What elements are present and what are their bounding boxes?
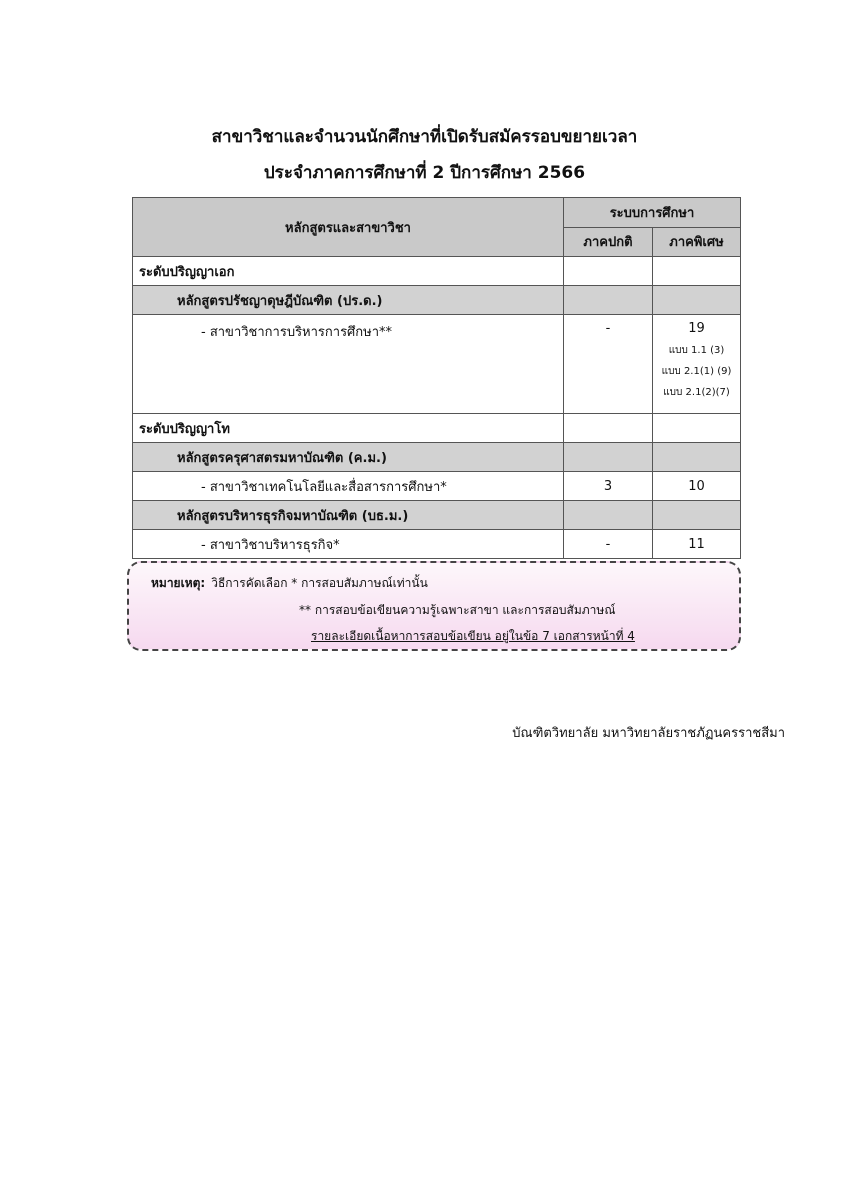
page-title: สาขาวิชาและจำนวนนักศึกษาที่เปิดรับสมัครรอบขยายเวลา (211, 127, 638, 147)
plan-item: แบบ 2.1(2)(7) (663, 387, 730, 398)
special-count (653, 315, 741, 414)
header-system: ระบบการศึกษา (564, 198, 741, 228)
note-text-1: วิธีการคัดเลือก * การสอบสัมภาษณ์เท่านั้น (211, 576, 428, 590)
major-edu-admin: - สาขาวิชาการบริหารการศึกษา** (133, 315, 564, 414)
table-row (133, 443, 741, 472)
table-row (133, 414, 741, 443)
note-box (127, 561, 741, 651)
note-line-3: รายละเอียดเนื้อหาการสอบข้อเขียน อยู่ในข้อ 7 เอกสารหน้าที่ 4 (311, 629, 635, 643)
table-row (133, 530, 741, 559)
regular-count: 3 (564, 472, 653, 501)
table-row (133, 501, 741, 530)
plan-item: แบบ 1.1 (3) (668, 345, 725, 356)
header-program: หลักสูตรและสาขาวิชา (133, 198, 564, 257)
regular-count: - (564, 315, 653, 414)
empty-cell (564, 286, 653, 315)
empty-cell (564, 443, 653, 472)
table-row (133, 257, 741, 286)
regular-count: - (564, 530, 653, 559)
special-total: 19 (688, 321, 705, 336)
level-masters: ระดับปริญญาโท (133, 414, 564, 443)
footer-signature: บัณฑิตวิทยาลัย มหาวิทยาลัยราชภัฏนครราชสีมา (512, 726, 785, 741)
empty-cell (653, 257, 741, 286)
course-med: หลักสูตรครุศาสตรมหาบัณฑิต (ค.ม.) (133, 443, 564, 472)
note-line-2: ** การสอบข้อเขียนความรู้เฉพาะสาขา และการสอบสัมภาษณ์ (299, 603, 616, 617)
empty-cell (564, 501, 653, 530)
empty-cell (564, 257, 653, 286)
header-special: ภาคพิเศษ (653, 227, 741, 257)
course-mba: หลักสูตรบริหารธุรกิจมหาบัณฑิต (บธ.ม.) (133, 501, 564, 530)
empty-cell (653, 286, 741, 315)
special-count: 10 (653, 472, 741, 501)
programs-table (132, 197, 741, 559)
empty-cell (653, 501, 741, 530)
table-row (133, 472, 741, 501)
table-row (133, 315, 741, 414)
course-phd: หลักสูตรปรัชญาดุษฎีบัณฑิต (ปร.ด.) (133, 286, 564, 315)
plan-item: แบบ 2.1(1) (9) (661, 366, 732, 377)
note-label: หมายเหตุ: (151, 576, 206, 590)
level-phd: ระดับปริญญาเอก (133, 257, 564, 286)
note-line-1 (151, 574, 428, 593)
empty-cell (564, 414, 653, 443)
header-regular: ภาคปกติ (564, 227, 653, 257)
empty-cell (653, 443, 741, 472)
major-business: - สาขาวิชาบริหารธุรกิจ* (133, 530, 564, 559)
major-edu-tech: - สาขาวิชาเทคโนโลยีและสื่อสารการศึกษา* (133, 472, 564, 501)
page-subtitle: ประจำภาคการศึกษาที่ 2 ปีการศึกษา 2566 (263, 163, 586, 183)
special-count: 11 (653, 530, 741, 559)
empty-cell (653, 414, 741, 443)
table-row (133, 286, 741, 315)
